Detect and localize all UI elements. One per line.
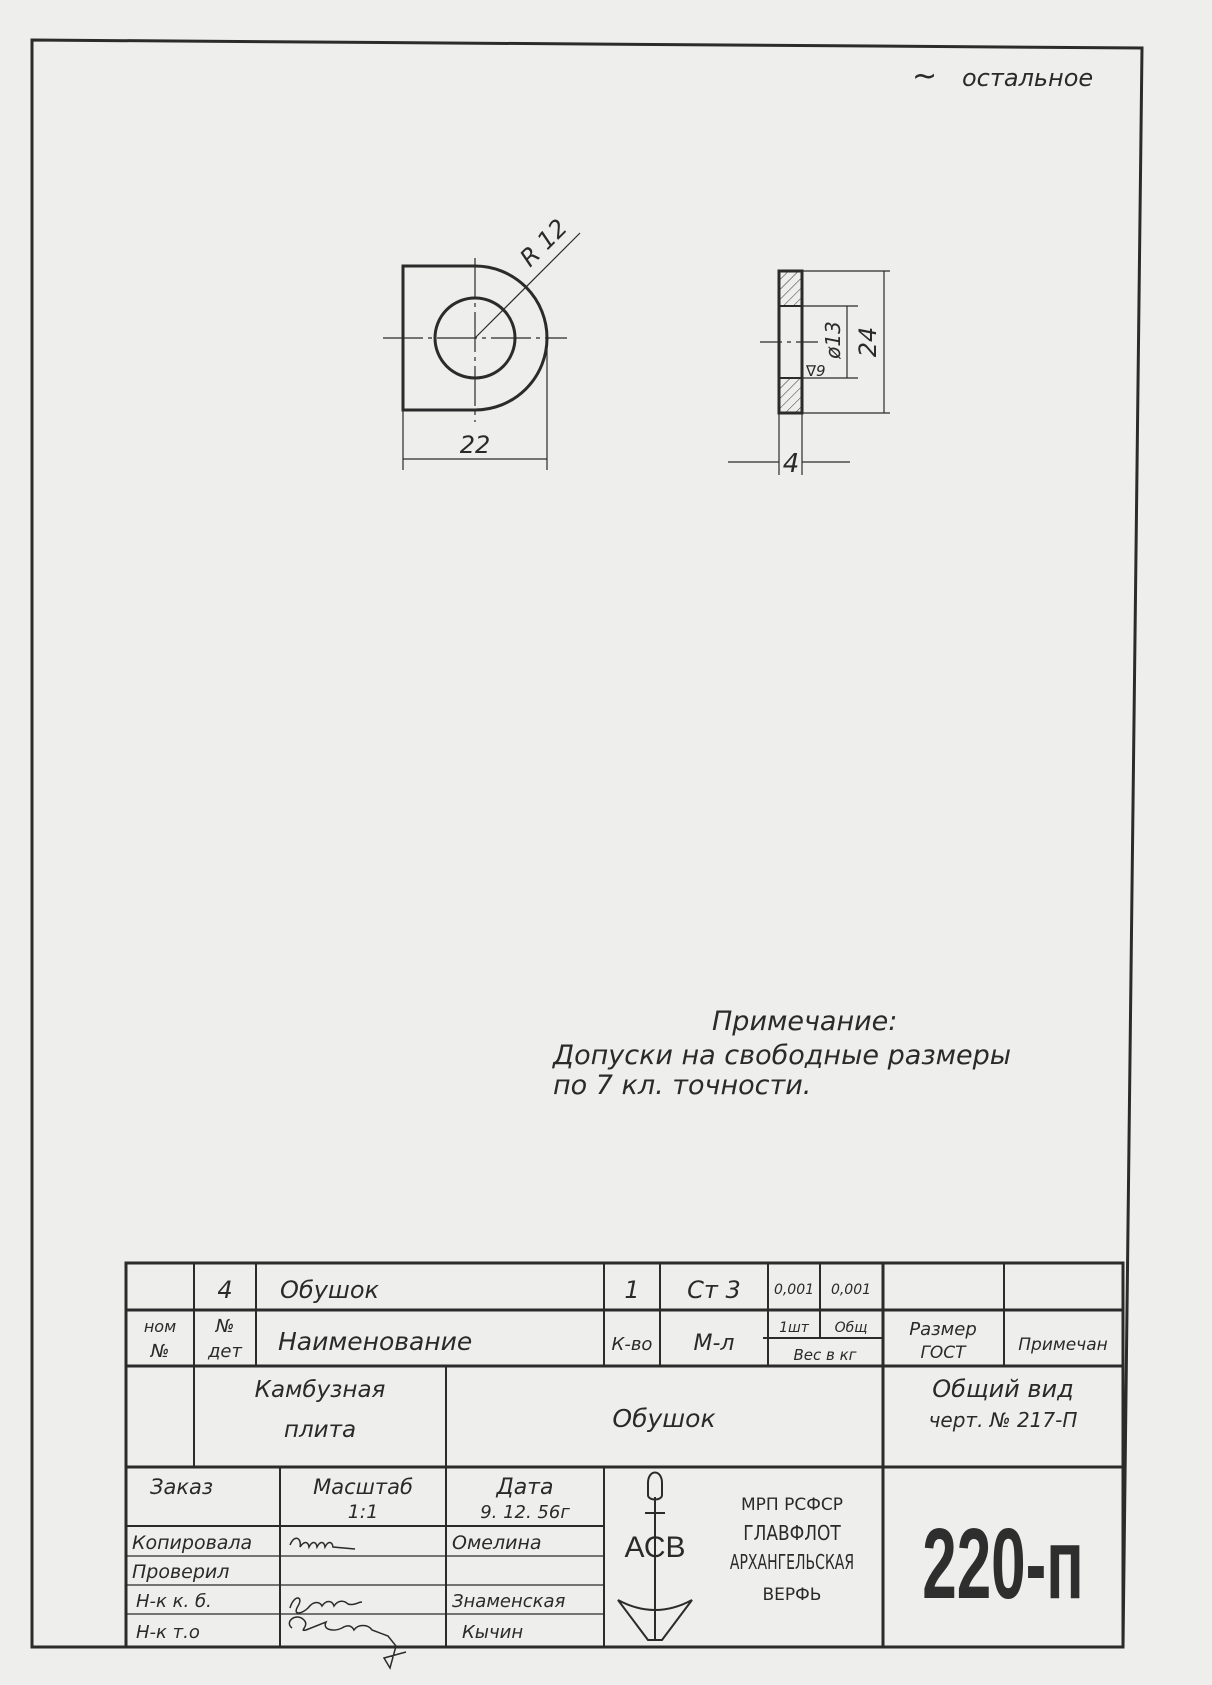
width-dimension: 22 bbox=[459, 431, 491, 459]
organization-line: АРХАНГЕЛЬСКАЯ bbox=[729, 1551, 855, 1575]
note-title: Примечание: bbox=[712, 1006, 898, 1037]
surface-note-text: остальное bbox=[962, 64, 1094, 92]
height-dimension: 24 bbox=[854, 326, 882, 358]
note-line: по 7 кл. точности. bbox=[553, 1070, 812, 1101]
drawing-part-name: Обушок bbox=[612, 1404, 716, 1433]
header-pos: ном bbox=[143, 1317, 177, 1336]
header-qty: К-во bbox=[611, 1334, 653, 1355]
scale-value: 1:1 bbox=[347, 1501, 379, 1523]
weight-total: 0,001 bbox=[830, 1282, 872, 1298]
quantity: 1 bbox=[624, 1276, 640, 1304]
reference-drawing: черт. № 217-П bbox=[928, 1408, 1078, 1432]
organization-line: ГЛАВФЛОТ bbox=[743, 1522, 841, 1546]
note-line: Допуски на свободные размеры bbox=[553, 1040, 1012, 1071]
header-weight: Вес в кг bbox=[793, 1346, 857, 1364]
scale-label: Масштаб bbox=[313, 1475, 413, 1499]
role-label: Н-к к. б. bbox=[136, 1591, 212, 1612]
order-label: Заказ bbox=[150, 1475, 214, 1499]
assembly-name: Камбузная bbox=[254, 1377, 386, 1403]
roughness-symbol: ∇9 bbox=[806, 362, 826, 380]
person-name: Кычин bbox=[462, 1622, 524, 1643]
header-size: Размер bbox=[909, 1319, 977, 1340]
assembly-name: плита bbox=[283, 1417, 357, 1443]
header-name: Наименование bbox=[278, 1327, 473, 1356]
date-value: 9. 12. 56г bbox=[480, 1502, 570, 1523]
tilde-symbol: ~ bbox=[912, 59, 938, 94]
logo-letters: АСВ bbox=[624, 1531, 686, 1564]
person-name: Омелина bbox=[452, 1532, 542, 1554]
section-hatch-top bbox=[779, 271, 802, 306]
header-weight-total: Общ bbox=[834, 1320, 868, 1336]
role-label: Н-к т.о bbox=[136, 1622, 200, 1643]
header-material: М-л bbox=[693, 1331, 735, 1356]
organization-line: ВЕРФЬ bbox=[762, 1585, 822, 1605]
header-det: № bbox=[215, 1316, 235, 1337]
role-label: Проверил bbox=[132, 1561, 230, 1583]
hole-dimension: ø13 bbox=[821, 321, 845, 359]
person-name: Знаменская bbox=[452, 1591, 566, 1612]
organization-line: МРП РСФСР bbox=[741, 1495, 843, 1515]
weight-one: 0,001 bbox=[773, 1282, 815, 1298]
header-weight-one: 1шт bbox=[779, 1320, 809, 1336]
date-label: Дата bbox=[496, 1475, 554, 1500]
detail-number: 4 bbox=[217, 1276, 233, 1304]
header-gost: ГОСТ bbox=[920, 1343, 966, 1363]
material: Ст 3 bbox=[687, 1276, 741, 1304]
thickness-dimension: 4 bbox=[782, 449, 800, 479]
reference-label: Общий вид bbox=[932, 1375, 1074, 1403]
part-name: Обушок bbox=[280, 1276, 380, 1304]
radius-dimension: R 12 bbox=[514, 213, 574, 273]
drawing-number: 220-п bbox=[922, 1507, 1084, 1620]
role-label: Копировала bbox=[132, 1532, 253, 1554]
section-hatch-bottom bbox=[779, 378, 802, 413]
header-pos: № bbox=[150, 1341, 170, 1362]
header-det: дет bbox=[207, 1341, 243, 1362]
header-remark: Примечан bbox=[1018, 1335, 1108, 1355]
